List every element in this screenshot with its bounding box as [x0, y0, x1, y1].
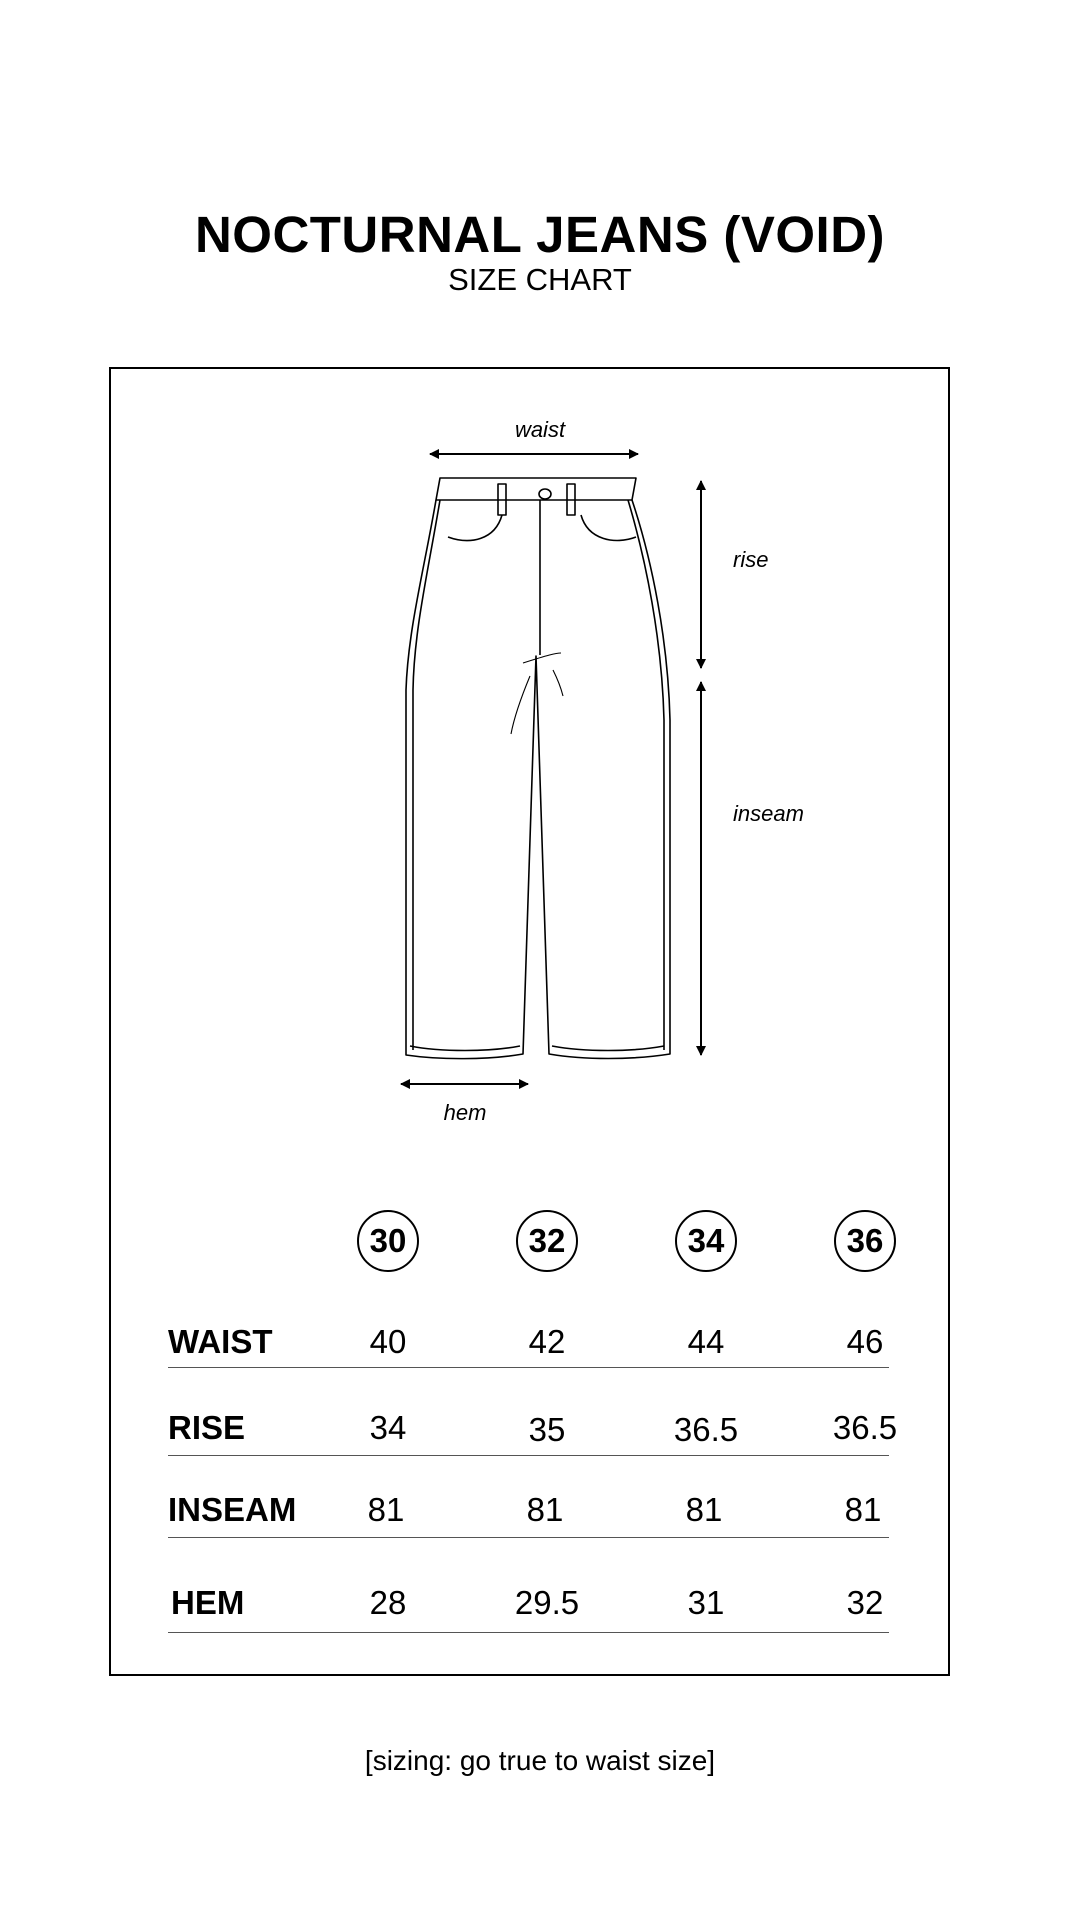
jeans-illustration	[406, 478, 670, 1059]
page-title: NOCTURNAL JEANS (VOID)	[194, 206, 886, 263]
row-divider	[168, 1367, 889, 1368]
crease-3	[553, 670, 563, 696]
cell-inseam-34: 81	[685, 1491, 723, 1528]
page-subtitle: SIZE CHART	[448, 262, 632, 297]
pocket-right	[581, 515, 636, 541]
size-badge-32: 32	[516, 1210, 578, 1272]
cell-waist-30: 40	[369, 1323, 407, 1360]
hem-label: hem	[443, 1100, 487, 1125]
size-badge-34: 34	[675, 1210, 737, 1272]
waistband	[436, 478, 636, 500]
button	[539, 489, 551, 499]
cell-hem-34: 31	[687, 1584, 725, 1621]
cell-rise-32: 35	[528, 1411, 566, 1448]
row-divider	[168, 1632, 889, 1633]
side-seam-left	[413, 500, 440, 1050]
row-label-waist: WAIST	[168, 1323, 273, 1360]
row-divider	[168, 1537, 889, 1538]
row-label-hem: HEM	[171, 1584, 245, 1621]
dimension-arrows	[401, 454, 701, 1084]
rise-label: rise	[733, 547, 769, 572]
cell-inseam-32: 81	[526, 1491, 564, 1528]
row-label-rise: RISE	[168, 1409, 246, 1446]
waist-label: waist	[514, 417, 566, 442]
crease-1	[523, 653, 561, 663]
cell-inseam-30: 81	[367, 1491, 405, 1528]
cell-rise-30: 34	[369, 1409, 407, 1446]
crease-2	[511, 676, 530, 734]
side-seam-right	[628, 500, 664, 1050]
hem-line-left	[410, 1046, 520, 1051]
cell-waist-34: 44	[687, 1323, 725, 1360]
cell-inseam-36: 81	[844, 1491, 882, 1528]
cell-rise-36: 36.5	[832, 1409, 898, 1446]
pocket-left	[448, 515, 502, 541]
hem-line-right	[552, 1046, 664, 1051]
cell-waist-36: 46	[846, 1323, 884, 1360]
size-badge-30: 30	[357, 1210, 419, 1272]
size-badge-36: 36	[834, 1210, 896, 1272]
cell-waist-32: 42	[528, 1323, 566, 1360]
inseam-label: inseam	[733, 801, 804, 826]
row-label-inseam: INSEAM	[168, 1491, 297, 1528]
cell-hem-30: 28	[369, 1584, 407, 1621]
sizing-note: [sizing: go true to waist size]	[364, 1745, 716, 1776]
cell-hem-36: 32	[846, 1584, 884, 1621]
leg-outline-outer	[406, 500, 670, 1059]
row-divider	[168, 1455, 889, 1456]
cell-rise-34: 36.5	[673, 1411, 739, 1448]
cell-hem-32: 29.5	[514, 1584, 580, 1621]
